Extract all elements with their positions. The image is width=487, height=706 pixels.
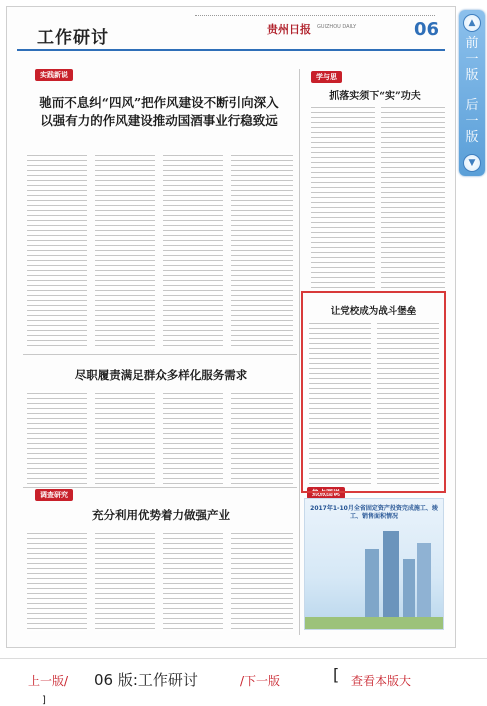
third-body-col1[interactable] bbox=[27, 531, 87, 631]
current-edition-label: 06 版:工作研讨 bbox=[94, 671, 198, 689]
graphic-tag: 热点图说 bbox=[307, 487, 345, 499]
graphic-title: 2017年1-10月全省固定资产投资完成施工、竣工、销售面积情况 bbox=[310, 505, 438, 520]
lead-headline-line1[interactable]: 驰而不息纠“四风”把作风建设不断引向深入 bbox=[39, 95, 279, 110]
building-illustration bbox=[383, 531, 399, 619]
column-divider bbox=[299, 69, 300, 635]
second-article-headline[interactable]: 尽职履责满足群众多样化服务需求 bbox=[74, 368, 248, 382]
highlighted-body-col1[interactable] bbox=[309, 321, 371, 487]
prev-page-button[interactable] bbox=[459, 36, 485, 84]
section-title: 工作研讨 bbox=[37, 28, 109, 48]
view-full-page-link[interactable]: 查看本版大 bbox=[351, 674, 412, 688]
bottom-navigation-bar bbox=[0, 658, 487, 704]
next-edition-link[interactable]: /下一版 bbox=[240, 674, 281, 688]
next-page-label[interactable]: 后一版 bbox=[465, 98, 479, 145]
section-divider-2 bbox=[23, 487, 297, 488]
third-article-headline[interactable]: 充分利用优势着力做强产业 bbox=[92, 508, 230, 522]
lead-body-col3[interactable] bbox=[163, 153, 223, 349]
bracket-open: [ bbox=[333, 665, 340, 684]
highlighted-article-box[interactable] bbox=[301, 291, 446, 493]
second-body-col3[interactable] bbox=[163, 391, 223, 485]
next-page-arrow-icon[interactable]: ▼ bbox=[463, 154, 481, 172]
lead-article-tag: 实践新说 bbox=[35, 69, 73, 81]
hot-topic-graphic[interactable] bbox=[304, 498, 444, 630]
prev-page-label[interactable]: 前一版 bbox=[465, 36, 479, 83]
third-article-tag: 调查研究 bbox=[35, 489, 73, 501]
building-illustration bbox=[365, 549, 379, 619]
lead-body-col1[interactable] bbox=[27, 153, 87, 349]
sidebar-top-col1[interactable] bbox=[311, 105, 375, 291]
third-body-col2[interactable] bbox=[95, 531, 155, 631]
masthead bbox=[17, 13, 445, 51]
third-body-col4[interactable] bbox=[231, 531, 293, 631]
building-illustration bbox=[403, 559, 415, 619]
building-illustration bbox=[417, 543, 431, 619]
next-page-button[interactable] bbox=[459, 98, 485, 146]
prev-page-arrow-icon[interactable]: ▲ bbox=[463, 14, 481, 32]
side-page-nav bbox=[459, 10, 485, 176]
sidebar-top-headline[interactable]: 抓落实须下“实”功夫 bbox=[329, 91, 421, 102]
lead-body-col4[interactable] bbox=[231, 153, 293, 349]
second-body-col4[interactable] bbox=[231, 391, 293, 485]
highlighted-article-headline[interactable]: 让党校成为战斗堡垒 bbox=[330, 306, 417, 317]
second-body-col1[interactable] bbox=[27, 391, 87, 485]
sidebar-top-tag: 学与思 bbox=[311, 71, 342, 83]
newspaper-logo-en: GUIZHOU DAILY bbox=[317, 24, 357, 30]
lead-headline-line2[interactable]: 以强有力的作风建设推动国酒事业行稳致远 bbox=[40, 113, 278, 128]
ground-illustration bbox=[305, 617, 443, 629]
third-body-col3[interactable] bbox=[163, 531, 223, 631]
sidebar-top-col2[interactable] bbox=[381, 105, 445, 291]
newspaper-logo: 贵州日报 bbox=[267, 23, 311, 36]
section-divider-1 bbox=[23, 354, 297, 355]
highlighted-body-col2[interactable] bbox=[377, 321, 439, 487]
lead-body-col2[interactable] bbox=[95, 153, 155, 349]
bracket-close: ] bbox=[42, 695, 46, 706]
prev-edition-link[interactable]: 上一版/ bbox=[28, 674, 69, 688]
second-body-col2[interactable] bbox=[95, 391, 155, 485]
dateline-rule bbox=[195, 15, 435, 20]
page-number: 06 bbox=[413, 19, 439, 40]
